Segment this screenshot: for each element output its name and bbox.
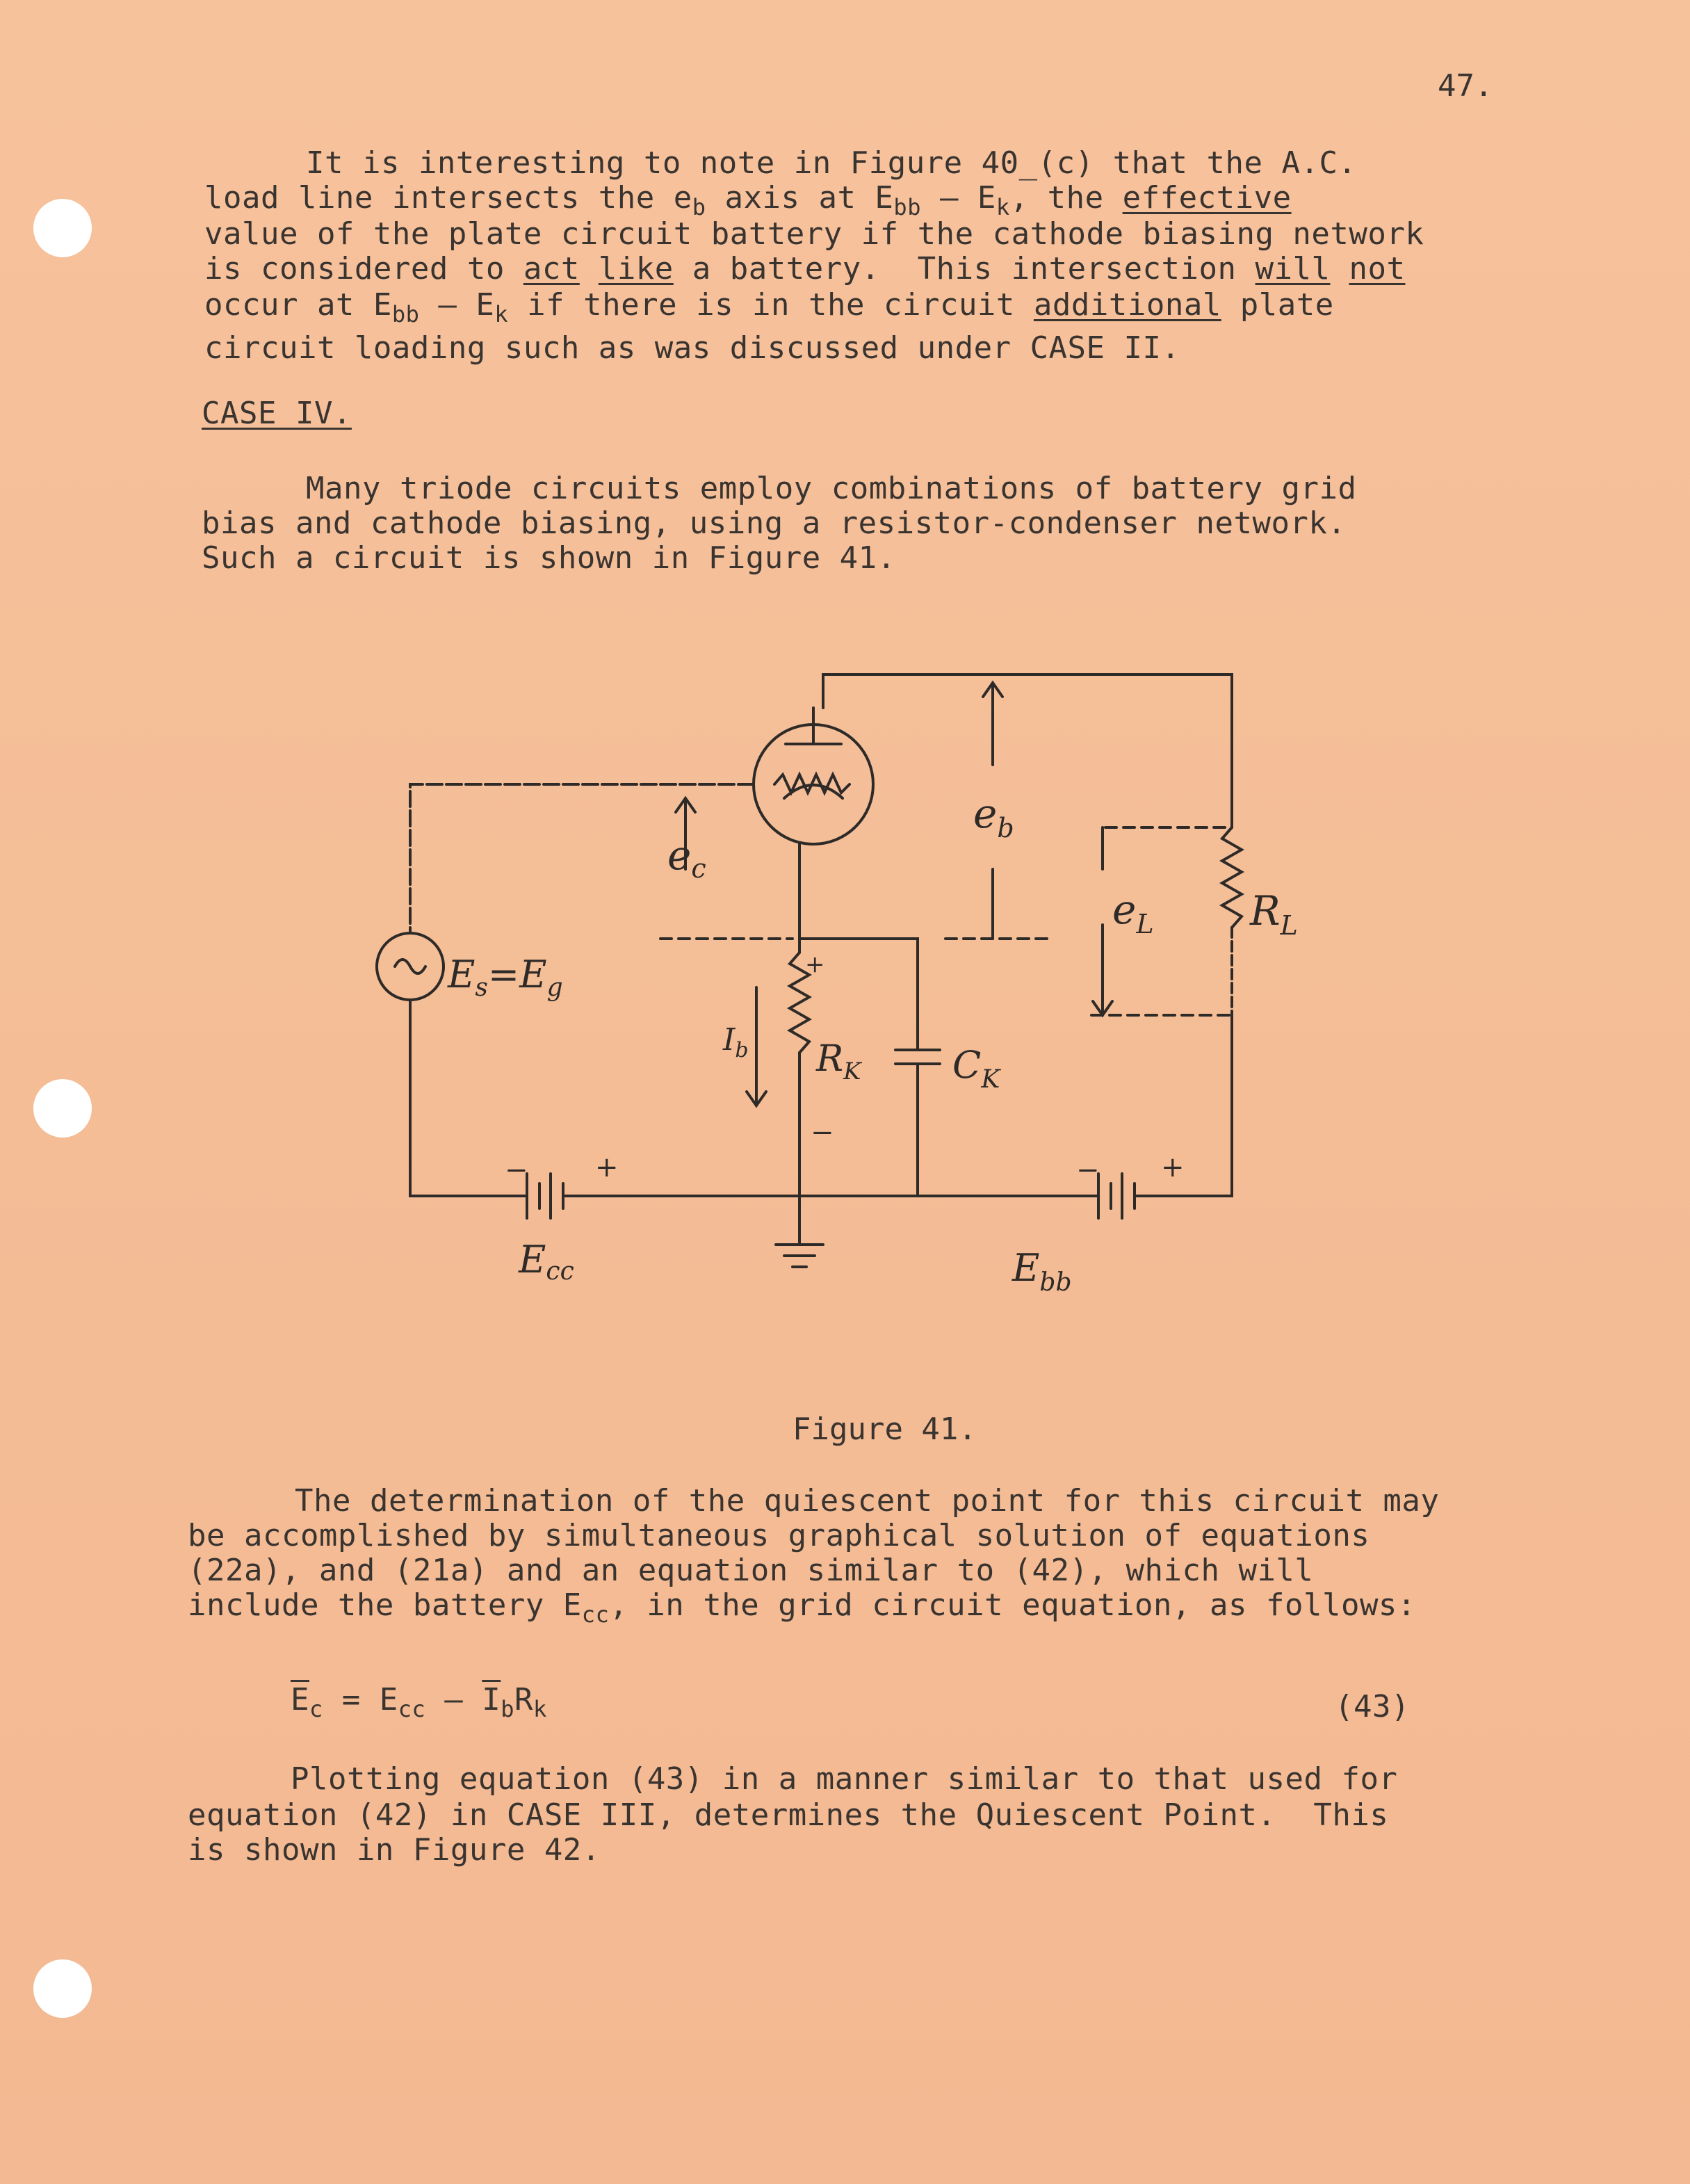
sine-symbol bbox=[395, 960, 425, 973]
label-ec-sub: c bbox=[691, 853, 706, 884]
eq-lhs: $\overline{E}$ bbox=[291, 1682, 309, 1717]
ground-symbol bbox=[776, 1196, 823, 1267]
para3-line3: (22a), and (21a) and an equation similar to (42), which will bbox=[188, 1553, 1314, 1588]
para4-line1: Plotting equation (43) in a manner similar to that used for bbox=[291, 1761, 1398, 1797]
ebb-plus-sign: + bbox=[1161, 1151, 1185, 1183]
el-arrow bbox=[1093, 827, 1112, 1015]
label-ib-main: I bbox=[723, 1022, 736, 1058]
label-eb bbox=[973, 790, 1014, 843]
label-rl bbox=[1249, 887, 1298, 941]
cathode-capacitor bbox=[895, 1050, 940, 1196]
text bbox=[580, 251, 599, 286]
case-heading: CASE IV. bbox=[202, 396, 352, 431]
equation-number: (43) bbox=[1335, 1689, 1410, 1724]
para1-line6: circuit loading such as was discussed under CASE II. bbox=[204, 330, 1180, 366]
label-ec-main: e bbox=[667, 832, 692, 879]
ecc-plus-sign: + bbox=[595, 1151, 619, 1183]
eq-sign: = bbox=[323, 1682, 380, 1717]
para1-line3: value of the plate circuit battery if the cathode biasing network bbox=[204, 216, 1424, 252]
para2-line1: Many triode circuits employ combinations of battery grid bbox=[306, 471, 1357, 506]
label-ck bbox=[952, 1043, 1001, 1094]
circuit-diagram-figure-41 bbox=[361, 661, 1335, 1307]
text: include the battery E bbox=[188, 1587, 582, 1623]
ecc-minus-sign: − bbox=[505, 1154, 528, 1186]
para4-line3: is shown in Figure 42. bbox=[188, 1832, 601, 1868]
subscript: cc bbox=[581, 1601, 610, 1628]
grid-filament bbox=[774, 775, 850, 793]
para1-line1: It is interesting to note in Figure 40_(c) that the A.C. bbox=[306, 145, 1357, 181]
text: axis at E bbox=[706, 180, 894, 216]
label-ecc-sub: cc bbox=[546, 1257, 574, 1286]
text: a battery. This intersection bbox=[673, 251, 1256, 286]
subscript: k bbox=[494, 301, 509, 327]
page-number: 47. bbox=[1438, 68, 1493, 104]
label-rl-sub: L bbox=[1280, 910, 1298, 941]
label-rk-sub: K bbox=[843, 1058, 861, 1085]
label-ib bbox=[722, 1022, 749, 1062]
text: — E bbox=[419, 287, 495, 323]
para1-line4 bbox=[204, 252, 1405, 286]
eq-operator: — bbox=[425, 1682, 482, 1717]
subscript: bb bbox=[391, 301, 420, 327]
label-ebb bbox=[1011, 1246, 1072, 1297]
para4-line2: equation (42) in CASE III, determines the Quiescent Point. This bbox=[188, 1797, 1389, 1833]
subscript: b bbox=[692, 194, 706, 220]
subscript: bb bbox=[893, 194, 921, 220]
label-eb-sub: b bbox=[997, 813, 1014, 843]
text: is considered to bbox=[204, 251, 523, 286]
text: occur at E bbox=[204, 287, 392, 323]
label-rk-main: R bbox=[816, 1038, 844, 1080]
eq-term2-sub: b bbox=[501, 1696, 515, 1722]
subscript: k bbox=[996, 194, 1010, 220]
underlined-word: act bbox=[523, 251, 580, 286]
para2-line2: bias and cathode biasing, using a resistor-condenser network. bbox=[202, 505, 1347, 541]
underlined-word: not bbox=[1349, 251, 1406, 286]
label-ebb-main: E bbox=[1012, 1246, 1040, 1290]
text: — E bbox=[920, 180, 996, 216]
underlined-word: effective bbox=[1122, 180, 1292, 216]
text bbox=[1330, 251, 1349, 286]
label-es-eg bbox=[447, 953, 563, 1002]
ebb-minus-sign: − bbox=[1076, 1154, 1100, 1186]
label-ecc-main: E bbox=[519, 1238, 546, 1281]
rk-minus-sign: − bbox=[811, 1117, 834, 1149]
underlined-word: like bbox=[598, 251, 674, 286]
label-ib-sub: b bbox=[735, 1038, 749, 1062]
para3-line2: be accomplished by simultaneous graphical solution of equations bbox=[188, 1518, 1370, 1553]
label-eg-sub: g bbox=[546, 973, 563, 1002]
equation-body bbox=[291, 1682, 547, 1722]
ib-arrow bbox=[747, 987, 766, 1106]
label-ebb-sub: bb bbox=[1039, 1268, 1072, 1297]
eq-term1: E bbox=[379, 1682, 398, 1717]
eq-term3-sub: k bbox=[533, 1696, 547, 1722]
label-rl-main: R bbox=[1250, 887, 1281, 935]
underlined-word: will bbox=[1255, 251, 1331, 286]
label-ec bbox=[667, 832, 706, 884]
label-rk bbox=[815, 1038, 863, 1085]
punch-hole-bottom bbox=[33, 1959, 92, 2018]
label-el-main: e bbox=[1112, 886, 1137, 933]
label-el-sub: L bbox=[1136, 909, 1154, 939]
eq-term2: $\overline{I}$ bbox=[482, 1682, 501, 1717]
punch-hole-top bbox=[33, 199, 92, 257]
text: if there is in the circuit bbox=[508, 287, 1034, 323]
plate-electrode bbox=[786, 708, 841, 744]
label-ck-sub: K bbox=[981, 1065, 1000, 1094]
label-el bbox=[1112, 886, 1154, 939]
para2-line3: Such a circuit is shown in Figure 41. bbox=[202, 540, 896, 576]
label-ck-main: C bbox=[952, 1043, 982, 1087]
eq-term1-sub: cc bbox=[398, 1696, 426, 1722]
text: , in the grid circuit equation, as follows: bbox=[609, 1587, 1416, 1623]
text: plate bbox=[1221, 287, 1334, 323]
label-eb-main: e bbox=[973, 790, 998, 837]
text: load line intersects the e bbox=[204, 180, 692, 216]
para1-line5 bbox=[204, 287, 1334, 327]
source-wire bbox=[410, 1000, 509, 1196]
label-es-main: E bbox=[448, 953, 476, 996]
underlined-word: additional bbox=[1033, 287, 1221, 323]
rk-plus-sign: + bbox=[805, 951, 825, 978]
plate-battery bbox=[1057, 1022, 1232, 1218]
plate-wire bbox=[823, 674, 1232, 827]
eq-term3: R bbox=[514, 1682, 534, 1717]
label-ecc bbox=[518, 1238, 574, 1286]
text: , the bbox=[1009, 180, 1123, 216]
para1-line2 bbox=[204, 180, 1292, 220]
figure-caption: Figure 41. bbox=[793, 1411, 977, 1447]
grid-battery bbox=[509, 1174, 1057, 1218]
punch-hole-middle bbox=[33, 1079, 92, 1138]
label-es-sub: s bbox=[475, 973, 488, 1002]
label-eg-main: =E bbox=[487, 953, 547, 996]
load-resistor bbox=[1222, 827, 1242, 928]
para3-line1: The determination of the quiescent point for this circuit may bbox=[295, 1483, 1440, 1519]
para3-line4 bbox=[188, 1587, 1416, 1628]
eq-lhs-sub: c bbox=[309, 1696, 323, 1722]
